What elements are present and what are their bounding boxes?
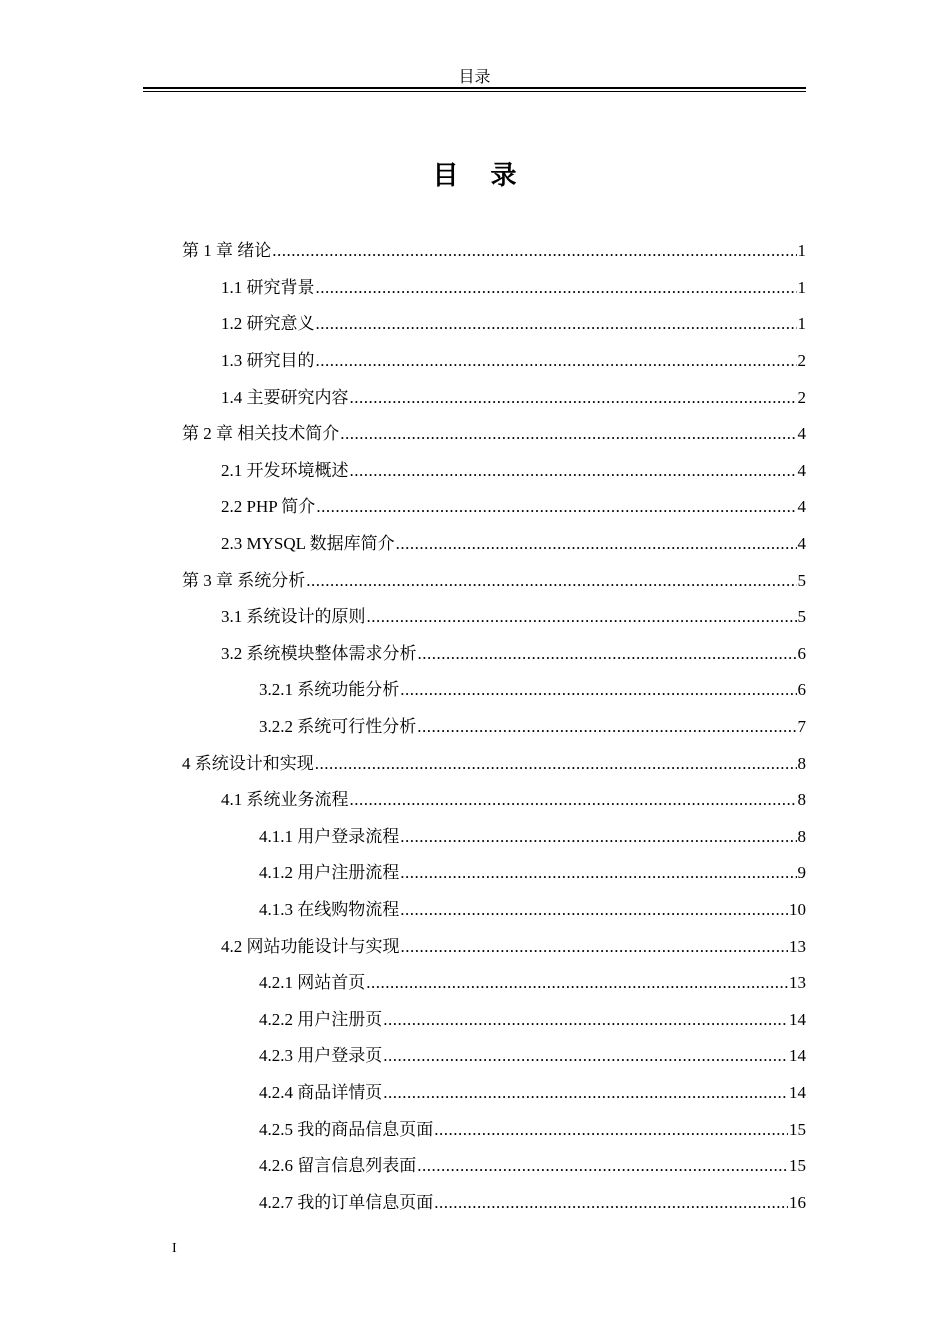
toc-dot-leader [316,496,796,518]
toc-entry[interactable] [221,306,806,343]
toc-entry[interactable] [259,709,806,746]
toc-dot-leader [316,313,797,335]
toc-entry[interactable] [182,416,806,453]
toc-entry-label: 4.2.1 网站首页 [259,973,366,993]
toc-entry[interactable] [182,745,806,782]
toc-dot-leader [316,277,797,299]
toc-entry-page: 2 [797,387,806,407]
toc-entry-page: 8 [797,826,806,846]
toc-entry[interactable] [259,1038,806,1075]
toc-dot-leader [417,716,796,738]
toc-entry-page: 5 [797,607,806,627]
toc-dot-leader [400,826,796,848]
toc-dot-leader [400,899,788,921]
toc-entry-page: 14 [789,1046,806,1066]
toc-entry-label: 3.2.1 系统功能分析 [259,680,400,700]
toc-dot-leader [400,679,796,701]
toc-entry-page: 1 [797,314,806,334]
toc-entry-page: 15 [789,1119,806,1139]
running-header: 目录 [458,69,491,86]
toc-dot-leader [272,240,796,262]
toc-entry-label: 1.1 研究背景 [221,277,315,297]
toc-dot-leader [367,606,797,628]
header-rule-thick [143,87,806,89]
toc-entry-label: 4.1.1 用户登录流程 [259,826,400,846]
toc-dot-leader [396,533,797,555]
toc-entry[interactable] [182,233,806,270]
toc-entry-label: 4.1 系统业务流程 [221,790,349,810]
toc-entry-page: 13 [789,973,806,993]
toc-entry-label: 3.2 系统模块整体需求分析 [221,643,417,663]
toc-entry-label: 第 1 章 绪论 [182,241,272,261]
toc-entry-label: 3.1 系统设计的原则 [221,607,366,627]
toc-entry[interactable] [259,855,806,892]
toc-dot-leader [315,753,797,775]
toc-dot-leader [401,936,789,958]
toc-entry-label: 4.2.5 我的商品信息页面 [259,1119,434,1139]
toc-entry-page: 4 [797,460,806,480]
toc-dot-leader [366,972,788,994]
toc-entry-label: 第 2 章 相关技术简介 [182,424,340,444]
toc-entry[interactable] [221,599,806,636]
toc-entry[interactable] [221,343,806,380]
toc-dot-leader [306,570,796,592]
toc-entry[interactable] [259,1075,806,1112]
toc-entry[interactable] [259,1111,806,1148]
toc-entry-page: 10 [789,899,806,919]
toc-entry-page: 2 [797,351,806,371]
toc-entry-page: 16 [789,1192,806,1212]
toc-entry-label: 4.1.2 用户注册流程 [259,863,400,883]
toc-dot-leader [350,460,797,482]
toc-entry-page: 6 [797,643,806,663]
toc-entry[interactable] [259,1184,806,1221]
toc-dot-leader [417,1155,788,1177]
toc-entry-page: 1 [797,241,806,261]
toc-dot-leader [383,1009,788,1031]
toc-dot-leader [350,387,797,409]
toc-entry-label: 4 系统设计和实现 [182,753,314,773]
toc-entry[interactable] [259,1148,806,1185]
toc-entry[interactable] [221,526,806,563]
toc-dot-leader [350,789,797,811]
toc-entry-label: 3.2.2 系统可行性分析 [259,717,417,737]
toc-dot-leader [383,1045,788,1067]
toc-entry-label: 4.2.6 留言信息列表面 [259,1156,417,1176]
toc-entry-page: 5 [797,570,806,590]
toc-dot-leader [418,643,797,665]
toc-entry-label: 4.2 网站功能设计与实现 [221,936,400,956]
toc-entry-page: 14 [789,1082,806,1102]
toc-dot-leader [316,350,797,372]
toc-entry[interactable] [259,1001,806,1038]
toc-dot-leader [434,1192,788,1214]
toc-entry-page: 7 [797,717,806,737]
toc-dot-leader [340,423,796,445]
toc-entry-label: 4.1.3 在线购物流程 [259,899,400,919]
toc-entry-label: 2.2 PHP 简介 [221,497,316,517]
toc-entry[interactable] [259,672,806,709]
toc-entry-page: 1 [797,277,806,297]
toc-entry[interactable] [221,489,806,526]
toc-entry-page: 9 [797,863,806,883]
toc-entry-page: 8 [797,753,806,773]
toc-entry-page: 13 [789,936,806,956]
toc-entry-page: 15 [789,1156,806,1176]
toc-entry[interactable] [259,892,806,929]
toc-entry[interactable] [221,453,806,490]
toc-entry-page: 8 [797,790,806,810]
toc-entry-label: 第 3 章 系统分析 [182,570,306,590]
toc-entry-label: 4.2.7 我的订单信息页面 [259,1192,434,1212]
page-number: I [172,1241,177,1256]
toc-entry[interactable] [182,562,806,599]
toc-entry-label: 2.1 开发环境概述 [221,460,349,480]
toc-entry[interactable] [259,965,806,1002]
toc-dot-leader [383,1082,788,1104]
toc-entry-label: 4.2.4 商品详情页 [259,1082,383,1102]
toc-entry-label: 1.2 研究意义 [221,314,315,334]
toc-entry[interactable] [221,928,806,965]
table-of-contents [0,233,950,1221]
header-rule-thin [143,91,806,92]
toc-entry-label: 1.4 主要研究内容 [221,387,349,407]
toc-entry-page: 4 [797,534,806,554]
toc-entry[interactable] [221,379,806,416]
toc-entry-label: 2.3 MYSQL 数据库简介 [221,534,395,554]
toc-dot-leader [434,1119,788,1141]
toc-entry-page: 4 [797,497,806,517]
toc-entry[interactable] [221,270,806,307]
toc-entry[interactable] [221,782,806,819]
toc-dot-leader [400,862,796,884]
page-title: 目录 [432,161,549,190]
toc-entry-label: 1.3 研究目的 [221,351,315,371]
toc-entry-page: 14 [789,1009,806,1029]
toc-entry[interactable] [259,819,806,856]
toc-entry[interactable] [221,636,806,673]
toc-entry-page: 4 [797,424,806,444]
toc-entry-label: 4.2.3 用户登录页 [259,1046,383,1066]
toc-entry-label: 4.2.2 用户注册页 [259,1009,383,1029]
toc-entry-page: 6 [797,680,806,700]
